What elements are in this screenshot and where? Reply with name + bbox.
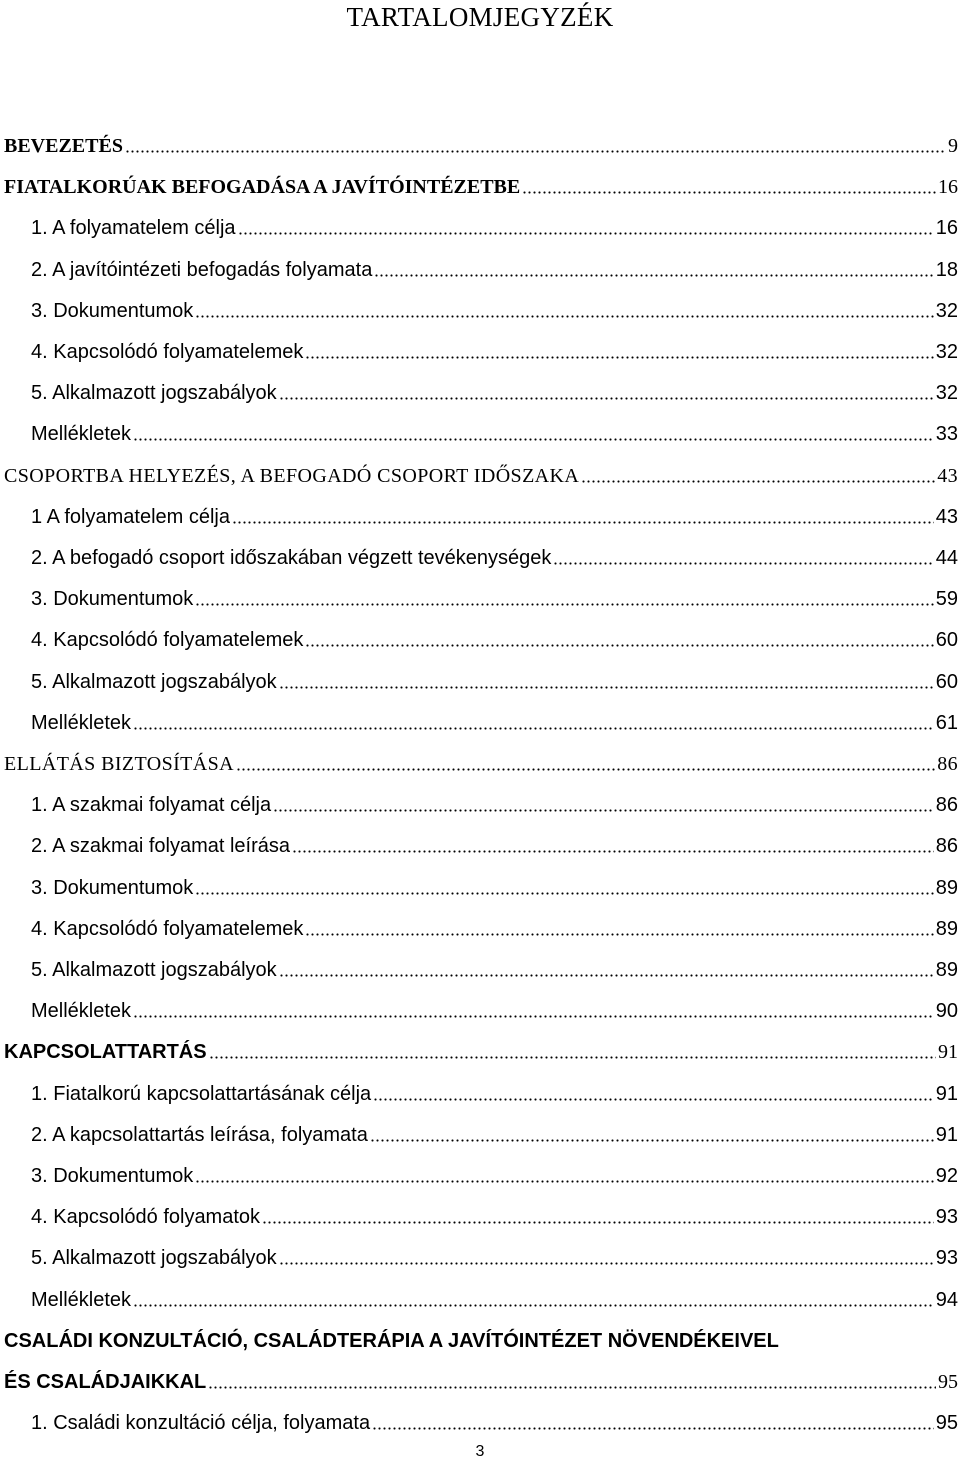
- toc-entry-label: 5. Alkalmazott jogszabályok: [31, 382, 277, 405]
- toc-entry[interactable]: [0, 414, 958, 455]
- toc-dot-leader: [273, 809, 934, 812]
- toc-entry[interactable]: [0, 208, 958, 249]
- toc-entry-page-number: 60: [935, 670, 958, 693]
- toc-entry-label: 1. A szakmai folyamat célja: [31, 794, 272, 817]
- toc-entry[interactable]: [0, 538, 958, 579]
- toc-entry-page-number: 86: [935, 794, 958, 817]
- toc-entry-page-number: 89: [935, 876, 958, 899]
- toc-entry-page-number: 32: [935, 299, 958, 322]
- toc-entry-label: ELLÁTÁS BIZTOSÍTÁSA: [4, 753, 235, 775]
- toc-dot-leader: [236, 768, 935, 771]
- toc-dot-leader: [372, 1427, 934, 1430]
- toc-dot-leader: [208, 1386, 936, 1389]
- toc-entry-label: 1. Családi konzultáció célja, folyamata: [31, 1412, 371, 1435]
- toc-dot-leader: [553, 562, 933, 565]
- toc-entry-label: 3. Dokumentumok: [31, 299, 194, 322]
- toc-entry[interactable]: [0, 250, 958, 291]
- toc-entry-label: 4. Kapcsolódó folyamatelemek: [31, 341, 304, 363]
- toc-entry-page-number: 59: [935, 588, 958, 611]
- toc-dot-leader: [279, 1262, 934, 1265]
- toc-entry-label: 5. Alkalmazott jogszabályok: [31, 1247, 277, 1270]
- toc-entry-page-number: 93: [935, 1206, 958, 1229]
- toc-entry-page-number: 94: [935, 1288, 958, 1311]
- toc-entry-label: 2. A javítóintézeti befogadás folyamata: [31, 258, 373, 281]
- toc-dot-leader: [232, 521, 934, 524]
- toc-entry[interactable]: [0, 744, 958, 785]
- toc-entry-page-number: 60: [935, 629, 958, 652]
- toc-dot-leader: [133, 727, 934, 730]
- toc-dot-leader: [522, 191, 936, 194]
- toc-entry-label: 1. Fiatalkorú kapcsolattartásának célja: [31, 1082, 372, 1105]
- toc-entry-page-number: 44: [935, 547, 958, 569]
- toc-entry-label: 1. A folyamatelem célja: [31, 217, 236, 240]
- toc-dot-leader: [373, 1098, 934, 1101]
- toc-dot-leader: [195, 892, 933, 895]
- toc-entry-label: 5. Alkalmazott jogszabályok: [31, 670, 277, 693]
- toc-dot-leader: [370, 1139, 934, 1142]
- toc-entry-page-number: 43: [937, 464, 958, 487]
- toc-entry-page-number: 91: [938, 1041, 958, 1064]
- toc-entry-label: 1 A folyamatelem célja: [31, 505, 230, 528]
- toc-entry-label: Mellékletek: [31, 711, 132, 734]
- toc-entry-page-number: 89: [935, 917, 958, 940]
- toc-entry[interactable]: [0, 126, 958, 167]
- toc-entry-page-number: 61: [935, 711, 958, 734]
- toc-entry-label: ÉS CSALÁDJAIKKAL: [4, 1371, 207, 1393]
- toc-dot-leader: [305, 644, 933, 647]
- toc-entry-label: FIATALKORÚAK BEFOGADÁSA A JAVÍTÓINTÉZETBE: [4, 176, 521, 199]
- toc-entry-label: 5. Alkalmazott jogszabályok: [31, 959, 277, 981]
- toc-dot-leader: [374, 274, 933, 277]
- toc-entry[interactable]: [0, 1115, 958, 1156]
- toc-entry-page-number: 95: [935, 1412, 958, 1435]
- toc-dot-leader: [305, 356, 933, 359]
- toc-entry-label: Mellékletek: [31, 1000, 132, 1023]
- toc-dot-leader: [292, 850, 934, 853]
- toc-entry[interactable]: [0, 909, 958, 950]
- toc-entry-page-number: 16: [935, 217, 958, 240]
- toc-dot-leader: [305, 933, 933, 936]
- toc-entry[interactable]: [0, 332, 958, 373]
- toc-entry[interactable]: [0, 826, 958, 867]
- toc-entry[interactable]: [0, 1362, 958, 1403]
- toc-entry[interactable]: [0, 456, 958, 497]
- toc-entry-label: Mellékletek: [31, 423, 132, 446]
- toc-entry[interactable]: [0, 620, 958, 661]
- toc-entry-page-number: 95: [938, 1371, 958, 1393]
- toc-entry-page-number: 86: [935, 835, 958, 858]
- toc-entry-label: CSOPORTBA HELYEZÉS, A BEFOGADÓ CSOPORT IDŐSZAKA: [4, 464, 580, 487]
- toc-entry-page-number: 32: [935, 382, 958, 405]
- toc-dot-leader: [133, 438, 934, 441]
- toc-entry-label: 4. Kapcsolódó folyamatelemek: [31, 629, 304, 652]
- page-title: TARTALOMJEGYZÉK: [346, 2, 614, 32]
- toc-entry[interactable]: [0, 1280, 958, 1321]
- toc-entry-label: 2. A kapcsolattartás leírása, folyamata: [31, 1123, 368, 1146]
- toc-entry-page-number: 32: [935, 341, 958, 363]
- toc-dot-leader: [133, 1304, 934, 1307]
- page-number-footer: 3: [475, 1443, 485, 1460]
- toc-dot-leader: [238, 232, 934, 235]
- toc-entry-page-number: 86: [937, 753, 958, 775]
- toc-entry[interactable]: [0, 950, 958, 991]
- toc-entry[interactable]: [0, 1403, 958, 1444]
- toc-dot-leader: [279, 397, 934, 400]
- toc-entry[interactable]: [0, 991, 958, 1032]
- toc-entry[interactable]: [0, 1074, 958, 1115]
- toc-dot-leader: [209, 1056, 936, 1059]
- toc-entry-label: 3. Dokumentumok: [31, 1165, 194, 1187]
- toc-entry-page-number: 93: [935, 1247, 958, 1270]
- toc-entry-page-number: 16: [938, 176, 958, 199]
- toc-entry[interactable]: [0, 703, 958, 744]
- toc-entry-page-number: 9: [948, 135, 958, 157]
- toc-dot-leader: [195, 603, 933, 606]
- toc-entry-page-number: 91: [935, 1123, 958, 1146]
- toc-entry[interactable]: [0, 662, 958, 703]
- toc-dot-leader: [133, 1015, 934, 1018]
- toc-entry-label: CSALÁDI KONZULTÁCIÓ, CSALÁDTERÁPIA A JAVÍTÓINTÉZET NÖVENDÉKEIVEL: [4, 1329, 779, 1352]
- toc-entry-label: BEVEZETÉS: [4, 135, 123, 157]
- toc-entry[interactable]: [0, 1238, 958, 1279]
- toc-entry-label: KAPCSOLATTARTÁS: [4, 1041, 207, 1064]
- toc-entry[interactable]: [0, 1032, 958, 1073]
- toc-entry-label: 3. Dokumentumok: [31, 588, 194, 611]
- toc-entry-page-number: 92: [935, 1165, 958, 1187]
- toc-entry-page-number: 90: [935, 1000, 958, 1023]
- toc-dot-leader: [279, 974, 934, 977]
- toc-entry-label: 3. Dokumentumok: [31, 876, 194, 899]
- toc-dot-leader: [262, 1221, 934, 1224]
- toc-entry[interactable]: [0, 1156, 958, 1197]
- toc-entry[interactable]: [0, 291, 958, 332]
- toc-entry[interactable]: [0, 1321, 958, 1362]
- toc-entry[interactable]: [0, 785, 958, 826]
- toc-entry-label: 4. Kapcsolódó folyamatok: [31, 1206, 261, 1229]
- toc-dot-leader: [195, 315, 933, 318]
- toc-entry-page-number: 43: [935, 505, 958, 528]
- toc-entry[interactable]: [0, 373, 958, 414]
- toc-dot-leader: [125, 150, 946, 153]
- toc-dot-leader: [581, 480, 935, 483]
- toc-entry-page-number: 33: [935, 423, 958, 446]
- toc-entry-page-number: 89: [935, 959, 958, 981]
- toc-entry-label: 4. Kapcsolódó folyamatelemek: [31, 917, 304, 940]
- toc-entry-label: 2. A befogadó csoport időszakában végzett tevékenységek: [31, 547, 552, 569]
- toc-entry[interactable]: [0, 167, 958, 208]
- toc-dot-leader: [195, 1180, 933, 1183]
- toc-entry-page-number: 91: [935, 1082, 958, 1105]
- toc-entry-label: 2. A szakmai folyamat leírása: [31, 835, 291, 858]
- toc-entry-label: Mellékletek: [31, 1288, 132, 1311]
- toc-dot-leader: [279, 686, 934, 689]
- toc-entry[interactable]: [0, 1197, 958, 1238]
- toc-entry[interactable]: [0, 868, 958, 909]
- toc-entry[interactable]: [0, 579, 958, 620]
- toc-entry[interactable]: [0, 497, 958, 538]
- toc-entry-page-number: 18: [935, 258, 958, 281]
